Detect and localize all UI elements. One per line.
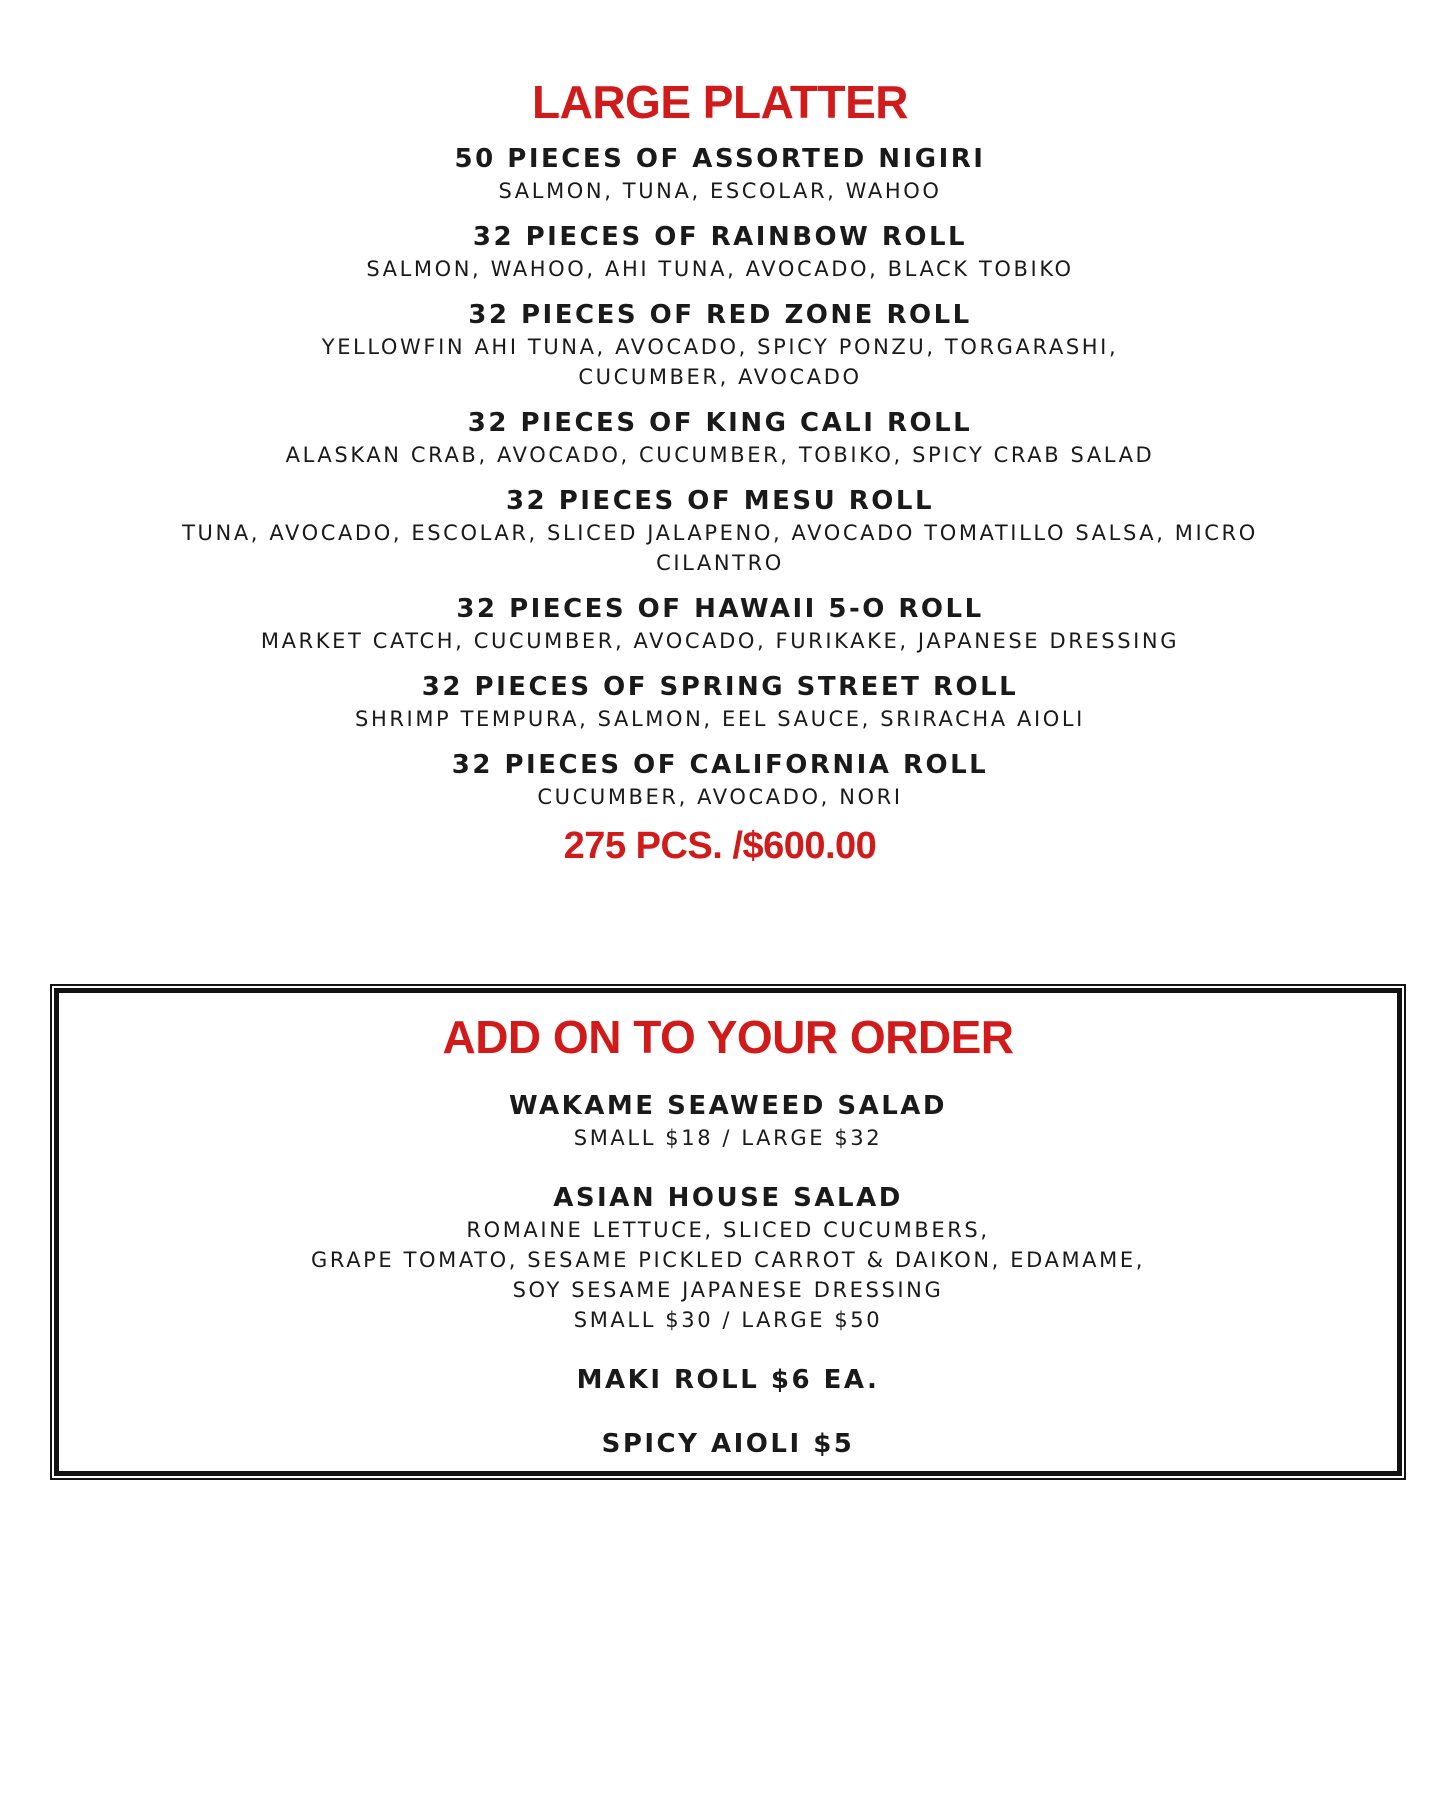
item-description: CUCUMBER, AVOCADO, NORI [537,785,903,809]
item-description: SALMON, WAHOO, AHI TUNA, AVOCADO, BLACK TOBIKO [366,257,1074,281]
item-name: WAKAME SEAWEED SALAD [509,1091,947,1121]
platter-item-california-roll [0,748,1440,812]
item-name: SPICY AIOLI $5 [601,1429,855,1459]
item-name: 50 PIECES OF ASSORTED NIGIRI [454,144,986,174]
addon-item-spicy-aioli [59,1427,1397,1461]
item-description-line-1: YELLOWFIN AHI TUNA, AVOCADO, SPICY PONZU, TORGARASHI, [321,335,1119,359]
item-description-line-2: GRAPE TOMATO, SESAME PICKLED CARROT & DAIKON, EDAMAME, [310,1248,1145,1272]
platter-item-mesu-roll [0,484,1440,578]
platter-item-spring-street-roll [0,670,1440,734]
item-description: SALMON, TUNA, ESCOLAR, WAHOO [498,179,942,203]
platter-title: LARGE PLATTER [532,76,908,128]
item-name: 32 PIECES OF RED ZONE ROLL [468,300,972,330]
item-description: ALASKAN CRAB, AVOCADO, CUCUMBER, TOBIKO, SPICY CRAB SALAD [285,443,1155,467]
platter-item-nigiri [0,142,1440,206]
item-name: 32 PIECES OF CALIFORNIA ROLL [451,750,989,780]
addon-item-maki-roll [59,1363,1397,1397]
item-price: SMALL $18 / LARGE $32 [573,1126,883,1150]
item-name: 32 PIECES OF KING CALI ROLL [467,408,973,438]
item-name: ASIAN HOUSE SALAD [553,1183,903,1213]
item-price: SMALL $30 / LARGE $50 [573,1308,883,1332]
item-name: 32 PIECES OF RAINBOW ROLL [472,222,968,252]
item-description: MARKET CATCH, CUCUMBER, AVOCADO, FURIKAKE, JAPANESE DRESSING [260,629,1180,653]
item-name: 32 PIECES OF SPRING STREET ROLL [421,672,1019,702]
item-name: 32 PIECES OF HAWAII 5-O ROLL [456,594,984,624]
large-platter-section [0,70,1440,870]
platter-total-price: 275 PCS. /$600.00 [563,825,877,867]
item-description-line-2: CUCUMBER, AVOCADO [578,365,862,389]
item-description-line-1: TUNA, AVOCADO, ESCOLAR, SLICED JALAPENO, AVOCADO TOMATILLO SALSA, MICRO [182,521,1258,545]
addon-item-asian-house-salad [59,1181,1397,1335]
item-name: MAKI ROLL $6 EA. [576,1365,880,1395]
platter-item-hawaii-roll [0,592,1440,656]
platter-item-king-cali-roll [0,406,1440,470]
add-on-title: ADD ON TO YOUR ORDER [442,1011,1014,1063]
item-name: 32 PIECES OF MESU ROLL [505,486,935,516]
item-description-line-2: CILANTRO [656,551,784,575]
add-on-box [54,988,1402,1476]
item-description-line-3: SOY SESAME JAPANESE DRESSING [512,1278,944,1302]
addon-item-wakame-salad [59,1089,1397,1153]
item-description-line-1: ROMAINE LETTUCE, SLICED CUCUMBERS, [466,1218,990,1242]
platter-item-red-zone-roll [0,298,1440,392]
item-description: SHRIMP TEMPURA, SALMON, EEL SAUCE, SRIRACHA AIOLI [355,707,1085,731]
platter-item-rainbow-roll [0,220,1440,284]
